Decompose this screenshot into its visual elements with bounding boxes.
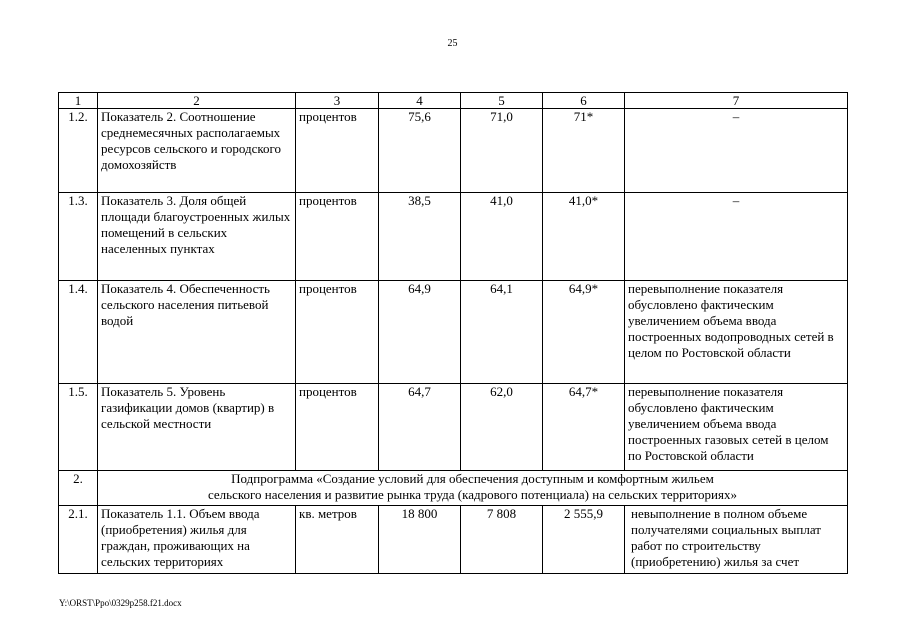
subprogram-title-line1: Подпрограмма «Создание условий для обеспечения доступным и комфортным жильем <box>231 471 714 486</box>
indicator-name: Показатель 3. Доля общей площади благоустроенных жилых помещений в сельских населенных пунктах <box>98 193 296 281</box>
value-col6: 41,0* <box>543 193 625 281</box>
table-row <box>59 109 848 193</box>
note-cell: – <box>625 193 848 281</box>
report-table <box>58 92 848 574</box>
row-number: 1.5. <box>59 384 98 471</box>
unit-cell: процентов <box>296 384 379 471</box>
row-number: 1.3. <box>59 193 98 281</box>
unit-cell: процентов <box>296 109 379 193</box>
value-col6: 64,7* <box>543 384 625 471</box>
indicator-name: Показатель 5. Уровень газификации домов (квартир) в сельской местности <box>98 384 296 471</box>
value-col5: 71,0 <box>461 109 543 193</box>
note-cell: перевыполнение показателя обусловлено фактическим увеличением объема ввода построенных водопроводных сетей в целом по Ростовской области <box>625 281 848 384</box>
col-header-2: 2 <box>98 93 296 109</box>
row-number: 2. <box>59 471 98 506</box>
value-col4: 64,9 <box>379 281 461 384</box>
value-col4: 18 800 <box>379 506 461 574</box>
note-cell: невыполнение в полном объеме получателями социальных выплат работ по строительству (приобретению) жилья за счет <box>625 506 848 574</box>
value-col5: 41,0 <box>461 193 543 281</box>
footer-file-path: Y:\ORST\Ppo\0329p258.f21.docx <box>59 598 182 608</box>
value-col6: 64,9* <box>543 281 625 384</box>
value-col4: 75,6 <box>379 109 461 193</box>
value-col6: 2 555,9 <box>543 506 625 574</box>
value-col4: 38,5 <box>379 193 461 281</box>
table-row <box>59 193 848 281</box>
col-header-5: 5 <box>461 93 543 109</box>
page-number: 25 <box>447 38 458 49</box>
note-cell: перевыполнение показателя обусловлено фактическим увеличением объема ввода построенных газовых сетей в целом по Ростовской области <box>625 384 848 471</box>
subprogram-title <box>98 471 848 506</box>
row-number: 1.4. <box>59 281 98 384</box>
indicator-name: Показатель 1.1. Объем ввода (приобретения) жилья для граждан, проживающих на сельских территориях <box>98 506 296 574</box>
row-number: 1.2. <box>59 109 98 193</box>
row-number: 2.1. <box>59 506 98 574</box>
col-header-3: 3 <box>296 93 379 109</box>
subprogram-row <box>59 471 848 506</box>
table-row <box>59 506 848 574</box>
unit-cell: процентов <box>296 193 379 281</box>
col-header-4: 4 <box>379 93 461 109</box>
unit-cell: кв. метров <box>296 506 379 574</box>
value-col4: 64,7 <box>379 384 461 471</box>
value-col5: 64,1 <box>461 281 543 384</box>
value-col6: 71* <box>543 109 625 193</box>
col-header-1: 1 <box>59 93 98 109</box>
col-header-6: 6 <box>543 93 625 109</box>
table-row <box>59 384 848 471</box>
indicator-name: Показатель 2. Соотношение среднемесячных располагаемых ресурсов сельского и городского домохозяйств <box>98 109 296 193</box>
note-cell: – <box>625 109 848 193</box>
col-header-7: 7 <box>625 93 848 109</box>
value-col5: 62,0 <box>461 384 543 471</box>
subprogram-title-line2: сельского населения и развитие рынка труда (кадрового потенциала) на сельских территориях» <box>207 487 737 502</box>
indicator-name: Показатель 4. Обеспеченность сельского населения питьевой водой <box>98 281 296 384</box>
table-header-row <box>59 93 848 109</box>
table-row <box>59 281 848 384</box>
unit-cell: процентов <box>296 281 379 384</box>
value-col5: 7 808 <box>461 506 543 574</box>
